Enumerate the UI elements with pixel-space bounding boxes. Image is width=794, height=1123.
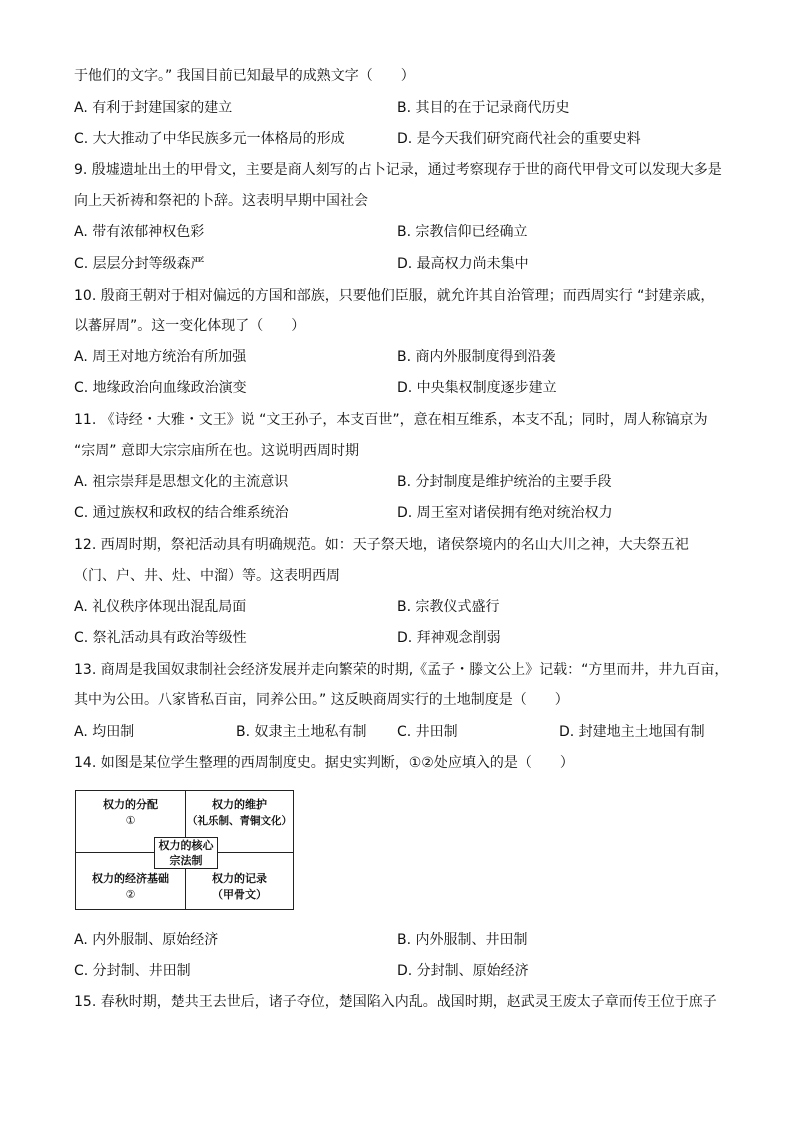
question-13-stem-line1: 13. 商周是我国奴隶制社会经济发展并走向繁荣的时期,《孟子・滕文公上》记载：“方里而井，井九百亩， (74, 662, 729, 678)
question-11-stem-line1: 11. 《诗经・大雅・文王》说 “文王孙子，本支百世”，意在相互维系，本支不乱；同时，周人称镐京为 (74, 412, 708, 428)
question-8-option-d[interactable]: D. 是今天我们研究商代社会的重要史料 (397, 131, 641, 147)
question-15-stem-line1: 15. 春秋时期，楚共王去世后，诸子夺位，楚国陷入内乱。战国时期，赵武灵王废太子章而传王位于庶子 (74, 994, 717, 1010)
question-11-option-c[interactable]: C. 通过族权和政权的结合维系统治 (74, 505, 289, 521)
question-12-option-a[interactable]: A. 礼仪秩序体现出混乱局面 (74, 599, 247, 615)
diagram-bottom-left-title: 权力的经济基础 (92, 872, 169, 885)
diagram-top-right-title: 权力的维护 (212, 798, 267, 811)
institution-diagram (75, 790, 294, 910)
question-12-stem-line2: （门、户、井、灶、中溜）等。这表明西周 (74, 568, 340, 584)
diagram-cell-top-left (76, 797, 185, 829)
question-12-stem-line1: 12. 西周时期，祭祀活动具有明确规范。如：天子祭天地，诸侯祭境内的名山大川之神，大夫祭五祀 (74, 537, 689, 553)
diagram-top-left-title: 权力的分配 (103, 798, 158, 811)
question-10-stem-line1: 10. 殷商王朝对于相对偏远的方国和部族，只要他们臣服，就允许其自治管理；而西周实行 “封建亲戚， (74, 288, 715, 304)
diagram-bottom-left-mark: ② (125, 888, 136, 901)
diagram-cell-bottom-left (76, 871, 185, 903)
question-9-option-a[interactable]: A. 带有浓郁神权色彩 (74, 224, 205, 240)
question-8-stem-end: 于他们的文字。” 我国目前已知最早的成熟文字（ ） (74, 68, 415, 84)
question-11-stem-line2: “宗周” 意即大宗宗庙所在也。这说明西周时期 (74, 443, 359, 459)
diagram-bottom-right-title: 权力的记录 (212, 872, 267, 885)
question-14-option-d[interactable]: D. 分封制、原始经济 (397, 963, 529, 979)
question-9-option-d[interactable]: D. 最高权力尚未集中 (397, 256, 529, 272)
question-13-option-c[interactable]: C. 井田制 (397, 724, 458, 740)
question-12-option-d[interactable]: D. 拜神观念削弱 (397, 630, 501, 646)
question-13-option-b[interactable]: B. 奴隶主土地私有制 (236, 724, 367, 740)
question-13-option-d[interactable]: D. 封建地主土地国有制 (559, 724, 705, 740)
question-11-option-b[interactable]: B. 分封制度是维护统治的主要手段 (397, 474, 612, 490)
question-12-option-b[interactable]: B. 宗教仪式盛行 (397, 599, 500, 615)
question-10-stem-line2: 以蕃屏周”。这一变化体现了（ ） (74, 318, 306, 334)
diagram-cell-top-right (186, 797, 293, 829)
question-14-option-a[interactable]: A. 内外服制、原始经济 (74, 932, 219, 948)
question-8-option-b[interactable]: B. 其目的在于记录商代历史 (397, 100, 570, 116)
question-8-option-a[interactable]: A. 有利于封建国家的建立 (74, 100, 233, 116)
question-12-option-c[interactable]: C. 祭礼活动具有政治等级性 (74, 630, 247, 646)
diagram-center-box (154, 837, 218, 869)
question-9-stem-line1: 9. 殷墟遗址出土的甲骨文，主要是商人刻写的占卜记录，通过考察现存于世的商代甲骨文可以发现大多是 (74, 162, 722, 178)
diagram-cell-bottom-right (186, 871, 293, 903)
question-14-option-b[interactable]: B. 内外服制、井田制 (397, 932, 528, 948)
question-9-option-b[interactable]: B. 宗教信仰已经确立 (397, 224, 528, 240)
question-10-option-d[interactable]: D. 中央集权制度逐步建立 (397, 380, 557, 396)
diagram-center-title: 权力的核心 (158, 839, 214, 852)
question-13-option-a[interactable]: A. 均田制 (74, 724, 135, 740)
question-10-option-a[interactable]: A. 周王对地方统治有所加强 (74, 349, 247, 365)
question-9-stem-line2: 向上天祈祷和祭祀的卜辞。这表明早期中国社会 (74, 193, 368, 209)
question-10-option-b[interactable]: B. 商内外服制度得到沿袭 (397, 349, 556, 365)
question-8-option-c[interactable]: C. 大大推动了中华民族多元一体格局的形成 (74, 131, 345, 147)
diagram-top-left-mark: ① (125, 814, 136, 827)
diagram-center-sub: 宗法制 (169, 854, 203, 867)
question-10-option-c[interactable]: C. 地缘政治向血缘政治演变 (74, 380, 247, 396)
question-14-stem: 14. 如图是某位学生整理的西周制度史。据史实判断，①②处应填入的是（ ） (74, 755, 574, 771)
question-11-option-a[interactable]: A. 祖宗崇拜是思想文化的主流意识 (74, 474, 289, 490)
question-9-option-c[interactable]: C. 层层分封等级森严 (74, 256, 205, 272)
question-14-option-c[interactable]: C. 分封制、井田制 (74, 963, 191, 979)
question-11-option-d[interactable]: D. 周王室对诸侯拥有绝对统治权力 (397, 505, 613, 521)
diagram-top-right-sub: （礼乐制、青铜文化） (187, 815, 292, 827)
question-13-stem-line2: 其中为公田。八家皆私百亩，同养公田。” 这反映商周实行的土地制度是（ ） (74, 692, 569, 708)
diagram-bottom-right-sub: （甲骨文） (212, 888, 267, 901)
